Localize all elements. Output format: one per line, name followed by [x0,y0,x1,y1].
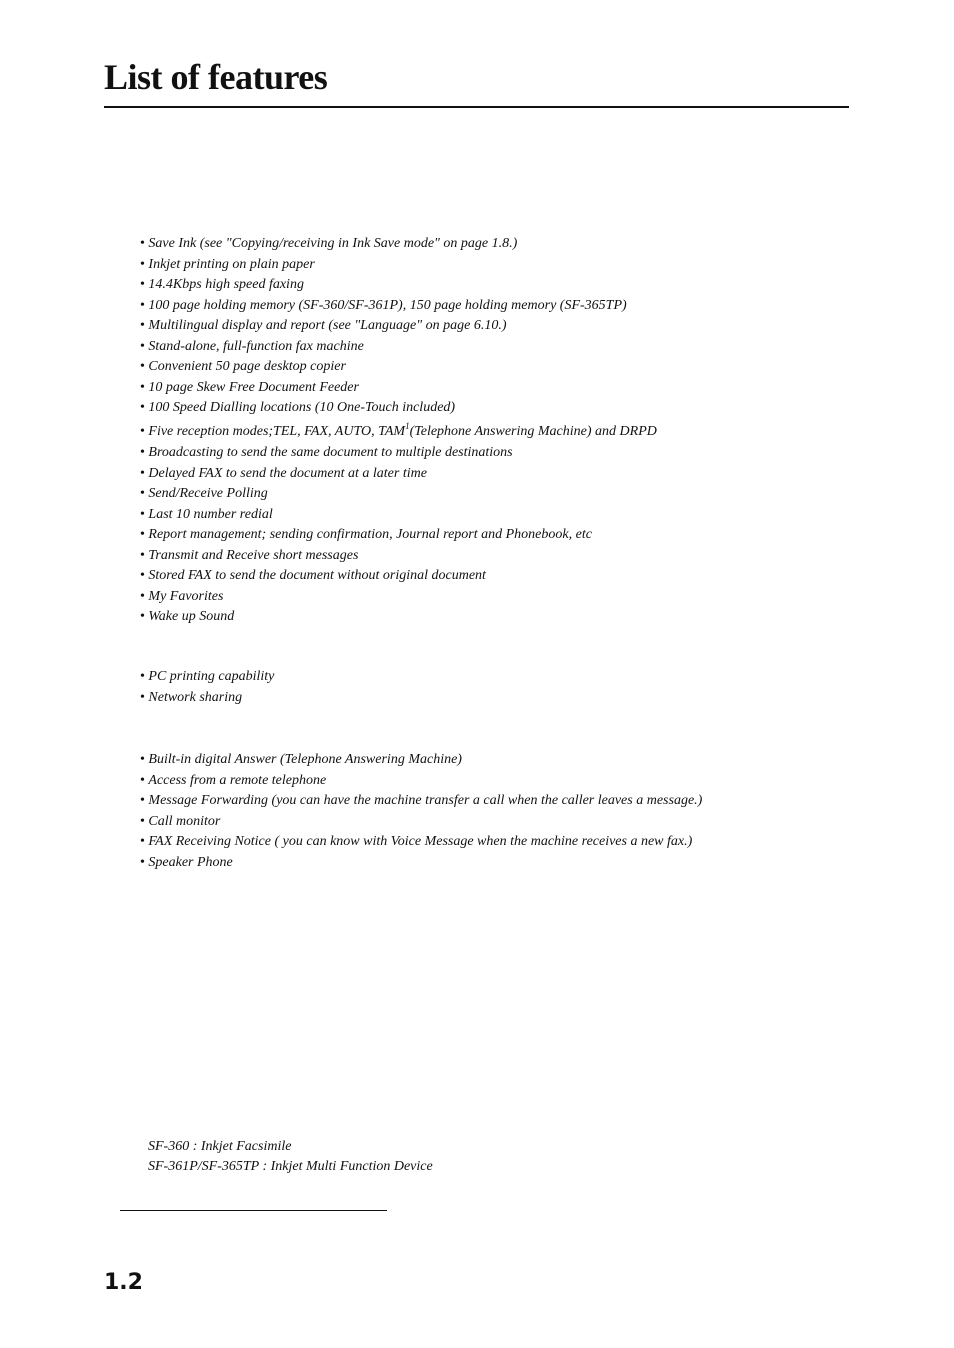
list-item: • Report management; sending confirmation, Journal report and Phonebook, etc [140,525,657,546]
list-item: • Speaker Phone [140,853,702,874]
list-item: • FAX Receiving Notice ( you can know with Voice Message when the machine receives a new fax.) [140,832,702,853]
page-title: List of features [104,57,328,97]
list-item: • PC printing capability [140,667,274,688]
list-item: • My Favorites [140,587,657,608]
footnote-divider [120,1210,387,1211]
list-item: • Last 10 number redial [140,505,657,526]
page-number: 1.2 [104,1270,143,1295]
list-item: • Delayed FAX to send the document at a later time [140,464,657,485]
title-divider [104,106,849,108]
fax-feature-list [140,234,657,628]
reception-modes-text-after: (Telephone Answering Machine) and DRPD [409,423,657,439]
footnote-mark: 1 [405,420,410,431]
list-item: • 10 page Skew Free Document Feeder [140,378,657,399]
list-item: • Transmit and Receive short messages [140,546,657,567]
list-item: • Multilingual display and report (see "Language" on page 6.10.) [140,316,657,337]
list-item: • Broadcasting to send the same document to multiple destinations [140,443,657,464]
list-item: • Built-in digital Answer (Telephone Answering Machine) [140,750,702,771]
list-item: • 100 page holding memory (SF-360/SF-361P), 150 page holding memory (SF-365TP) [140,296,657,317]
list-item-reception-modes [140,419,657,444]
list-item: • Network sharing [140,688,274,709]
tam-feature-list [140,750,702,873]
list-item: • 14.4Kbps high speed faxing [140,275,657,296]
model-descriptions [148,1137,433,1177]
list-item: • Stored FAX to send the document without original document [140,566,657,587]
list-item: • Wake up Sound [140,607,657,628]
list-item: • 100 Speed Dialling locations (10 One-Touch included) [140,398,657,419]
model-line: SF-361P/SF-365TP : Inkjet Multi Function Device [148,1159,433,1174]
reception-modes-text: Five reception modes;TEL, FAX, AUTO, TAM [148,423,406,439]
pc-feature-list [140,667,274,708]
list-item: • Stand-alone, full-function fax machine [140,337,657,358]
list-item: • Send/Receive Polling [140,484,657,505]
list-item: • Call monitor [140,812,702,833]
list-item: • Inkjet printing on plain paper [140,255,657,276]
list-item: • Convenient 50 page desktop copier [140,357,657,378]
list-item: • Access from a remote telephone [140,771,702,792]
list-item: • Message Forwarding (you can have the machine transfer a call when the caller leaves a message.) [140,791,702,812]
model-line: SF-360 : Inkjet Facsimile [148,1139,292,1154]
list-item: • Save Ink (see "Copying/receiving in Ink Save mode" on page 1.8.) [140,234,657,255]
